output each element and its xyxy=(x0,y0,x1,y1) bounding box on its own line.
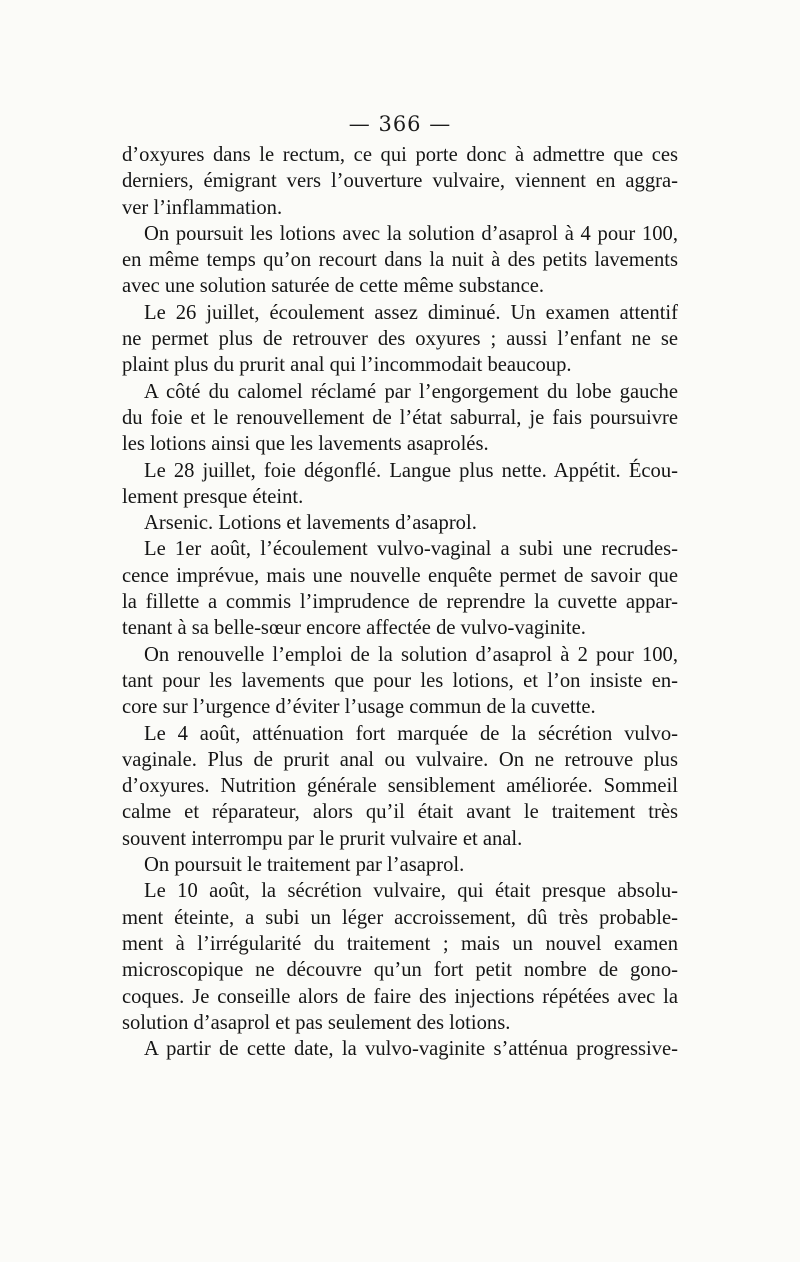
text-line: coques. Je conseille alors de faire des injections répétées avec la xyxy=(122,985,678,1008)
text-line: souvent interrompu par le prurit vulvaire et anal. xyxy=(122,827,523,850)
text-line: avec une solution saturée de cette même substance. xyxy=(122,275,545,298)
page-number: — 366 — xyxy=(348,112,452,136)
text-line: Le 26 juillet, écoulement assez diminué. Un examen attentif xyxy=(144,301,678,324)
text-line: ver l’inflammation. xyxy=(122,196,283,219)
text-line: Le 4 août, atténuation fort marquée de la sécrétion vulvo- xyxy=(144,722,678,745)
text-line: ment à l’irrégularité du traitement ; mais un nouvel examen xyxy=(122,932,678,955)
text-line: Le 10 août, la sécrétion vulvaire, qui était presque absolu- xyxy=(144,880,678,903)
text-line: les lotions ainsi que les lavements asaprolés. xyxy=(122,433,489,456)
text-line: du foie et le renouvellement de l’état saburral, je fais poursuivre xyxy=(122,406,678,429)
text-line: d’oxyures. Nutrition générale sensiblement améliorée. Sommeil xyxy=(122,775,678,798)
text-line: Arsenic. Lotions et lavements d’asaprol. xyxy=(144,512,477,535)
text-line: On poursuit le traitement par l’asaprol. xyxy=(144,854,465,877)
text-line: A partir de cette date, la vulvo-vaginite s’atténua progressive- xyxy=(144,1038,678,1061)
text-line: tenant à sa belle-sœur encore affectée de vulvo-vaginite. xyxy=(122,617,586,640)
text-line: cence imprévue, mais une nouvelle enquête permet de savoir que xyxy=(122,564,678,587)
text-line: On poursuit les lotions avec la solution d’asaprol à 4 pour 100, xyxy=(144,222,678,245)
text-line: en même temps qu’on recourt dans la nuit à des petits lavements xyxy=(122,249,678,272)
text-line: core sur l’urgence d’éviter l’usage commun de la cuvette. xyxy=(122,696,596,719)
text-line: On renouvelle l’emploi de la solution d’asaprol à 2 pour 100, xyxy=(144,643,678,666)
text-line: tant pour les lavements que pour les lotions, et l’on insiste en- xyxy=(122,669,678,692)
text-line: la fillette a commis l’imprudence de reprendre la cuvette appar- xyxy=(122,591,678,614)
text-line: ne permet plus de retrouver des oxyures ; aussi l’enfant ne se xyxy=(122,328,678,351)
text-line: plaint plus du prurit anal qui l’incommodait beaucoup. xyxy=(122,354,572,377)
text-line: lement presque éteint. xyxy=(122,485,304,508)
text-line: vaginale. Plus de prurit anal ou vulvaire. On ne retrouve plus xyxy=(122,748,678,771)
text-line: calme et réparateur, alors qu’il était avant le traitement très xyxy=(122,801,678,824)
text-line: Le 1er août, l’écoulement vulvo-vaginal a subi une recrudes- xyxy=(144,538,678,561)
text-line: Le 28 juillet, foie dégonflé. Langue plus nette. Appétit. Écou- xyxy=(144,459,678,482)
text-line: solution d’asaprol et pas seulement des lotions. xyxy=(122,1011,511,1034)
text-line: ment éteinte, a subi un léger accroissement, dû très probable- xyxy=(122,906,678,929)
text-line: microscopique ne découvre qu’un fort petit nombre de gono- xyxy=(122,959,678,982)
body-text xyxy=(122,142,678,1062)
text-line: A côté du calomel réclamé par l’engorgement du lobe gauche xyxy=(144,380,678,403)
text-line: derniers, émigrant vers l’ouverture vulvaire, viennent en aggra- xyxy=(122,170,678,193)
text-line: d’oxyures dans le rectum, ce qui porte donc à admettre que ces xyxy=(122,144,678,166)
